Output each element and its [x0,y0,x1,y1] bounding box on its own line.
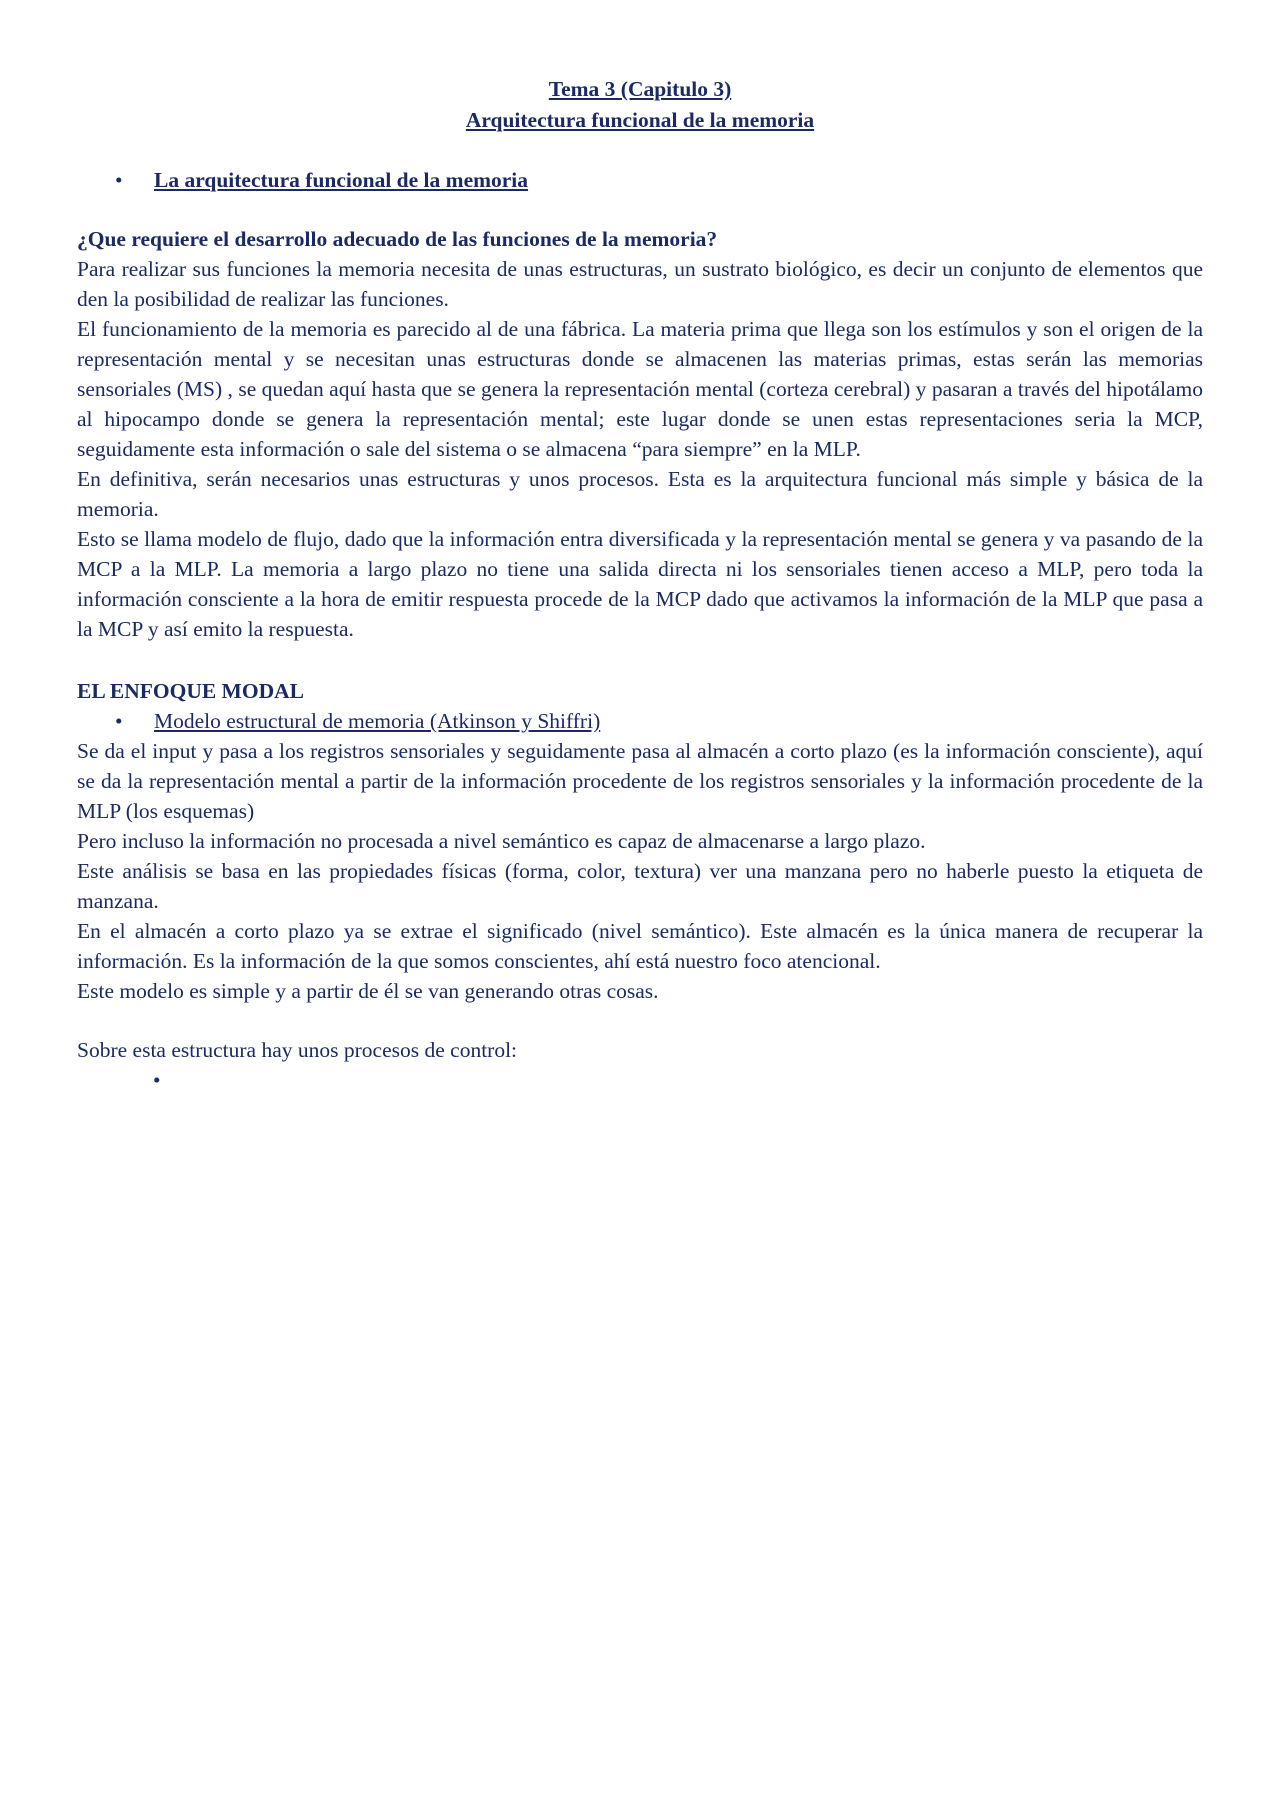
bullet-dot-icon: • [153,1068,161,1092]
bullet-dot-icon: • [115,709,123,733]
section1-paragraph-1: Para realizar sus funciones la memoria necesita de unas estructuras, un sustrato biológico, es decir un conjunto de elementos que den la posibilidad de realizar las funciones. [77,257,1203,311]
section1-bullet [77,165,1203,195]
section2-heading: EL ENFOQUE MODAL [77,679,304,703]
section2-paragraph-1: Se da el input y pasa a los registros sensoriales y seguidamente pasa al almacén a corto plazo (es la información consciente), aquí se da la representación mental a partir de la información procedente de los registros sensoriales y la información procedente de la MLP (los esquemas) [77,739,1203,823]
document-title-topic: Arquitectura funcional de la memoria [465,108,815,132]
section2-paragraph-4: En el almacén a corto plazo ya se extrae el significado (nivel semántico). Este almacén es la única manera de recuperar la información. Es la información de la que somos conscientes, ahí está nuestro foco atencional. [77,919,1203,973]
section2-paragraph-5: Este modelo es simple y a partir de él se van generando otras cosas. [77,979,659,1003]
section1-question: ¿Que requiere el desarrollo adecuado de las funciones de la memoria? [77,227,718,251]
section2-closing: Sobre esta estructura hay unos procesos de control: [77,1038,518,1062]
document-body [77,74,1203,1095]
spacer [77,1006,1203,1035]
spacer [77,195,1203,224]
section2-bullet [77,706,1203,736]
document-title-chapter: Tema 3 (Capitulo 3) [548,77,732,101]
spacer [77,644,1203,676]
section1-paragraph-3: En definitiva, serán necesarios unas estructuras y unos procesos. Esta es la arquitectura funcional más simple y básica de la memoria. [77,467,1203,521]
spacer [77,136,1203,165]
section2-paragraph-2: Pero incluso la información no procesada a nivel semántico es capaz de almacenarse a largo plazo. [77,829,926,853]
empty-list-item [77,1065,1203,1095]
section1-paragraph-2: El funcionamiento de la memoria es parecido al de una fábrica. La materia prima que llega son los estímulos y son el origen de la representación mental y se necesitan unas estructuras donde se almacenen las materias primas, estas serán las memorias sensoriales (MS) , se quedan aquí hasta que se genera la representación mental (corteza cerebral) y pasaran a través del hipotálamo al hipocampo donde se genera la representación mental; este lugar donde se unen estas representaciones seria la MCP, seguidamente esta información o sale del sistema o se almacena “para siempre” en la MLP. [77,317,1203,461]
bullet-dot-icon: • [115,168,123,192]
section1-paragraph-4: Esto se llama modelo de flujo, dado que la información entra diversificada y la representación mental se genera y va pasando de la MCP a la MLP. La memoria a largo plazo no tiene una salida directa ni los sensoriales tienen acceso a MLP, pero toda la información consciente a la hora de emitir respuesta procede de la MCP dado que activamos la información de la MLP que pasa a la MCP y así emito la respuesta. [77,527,1203,641]
section2-paragraph-3: Este análisis se basa en las propiedades físicas (forma, color, textura) ver una manzana pero no haberle puesto la etiqueta de manzana. [77,859,1203,913]
section2-bullet-label: Modelo estructural de memoria (Atkinson y Shiffri) [154,709,601,733]
section1-bullet-label: La arquitectura funcional de la memoria [154,168,529,192]
